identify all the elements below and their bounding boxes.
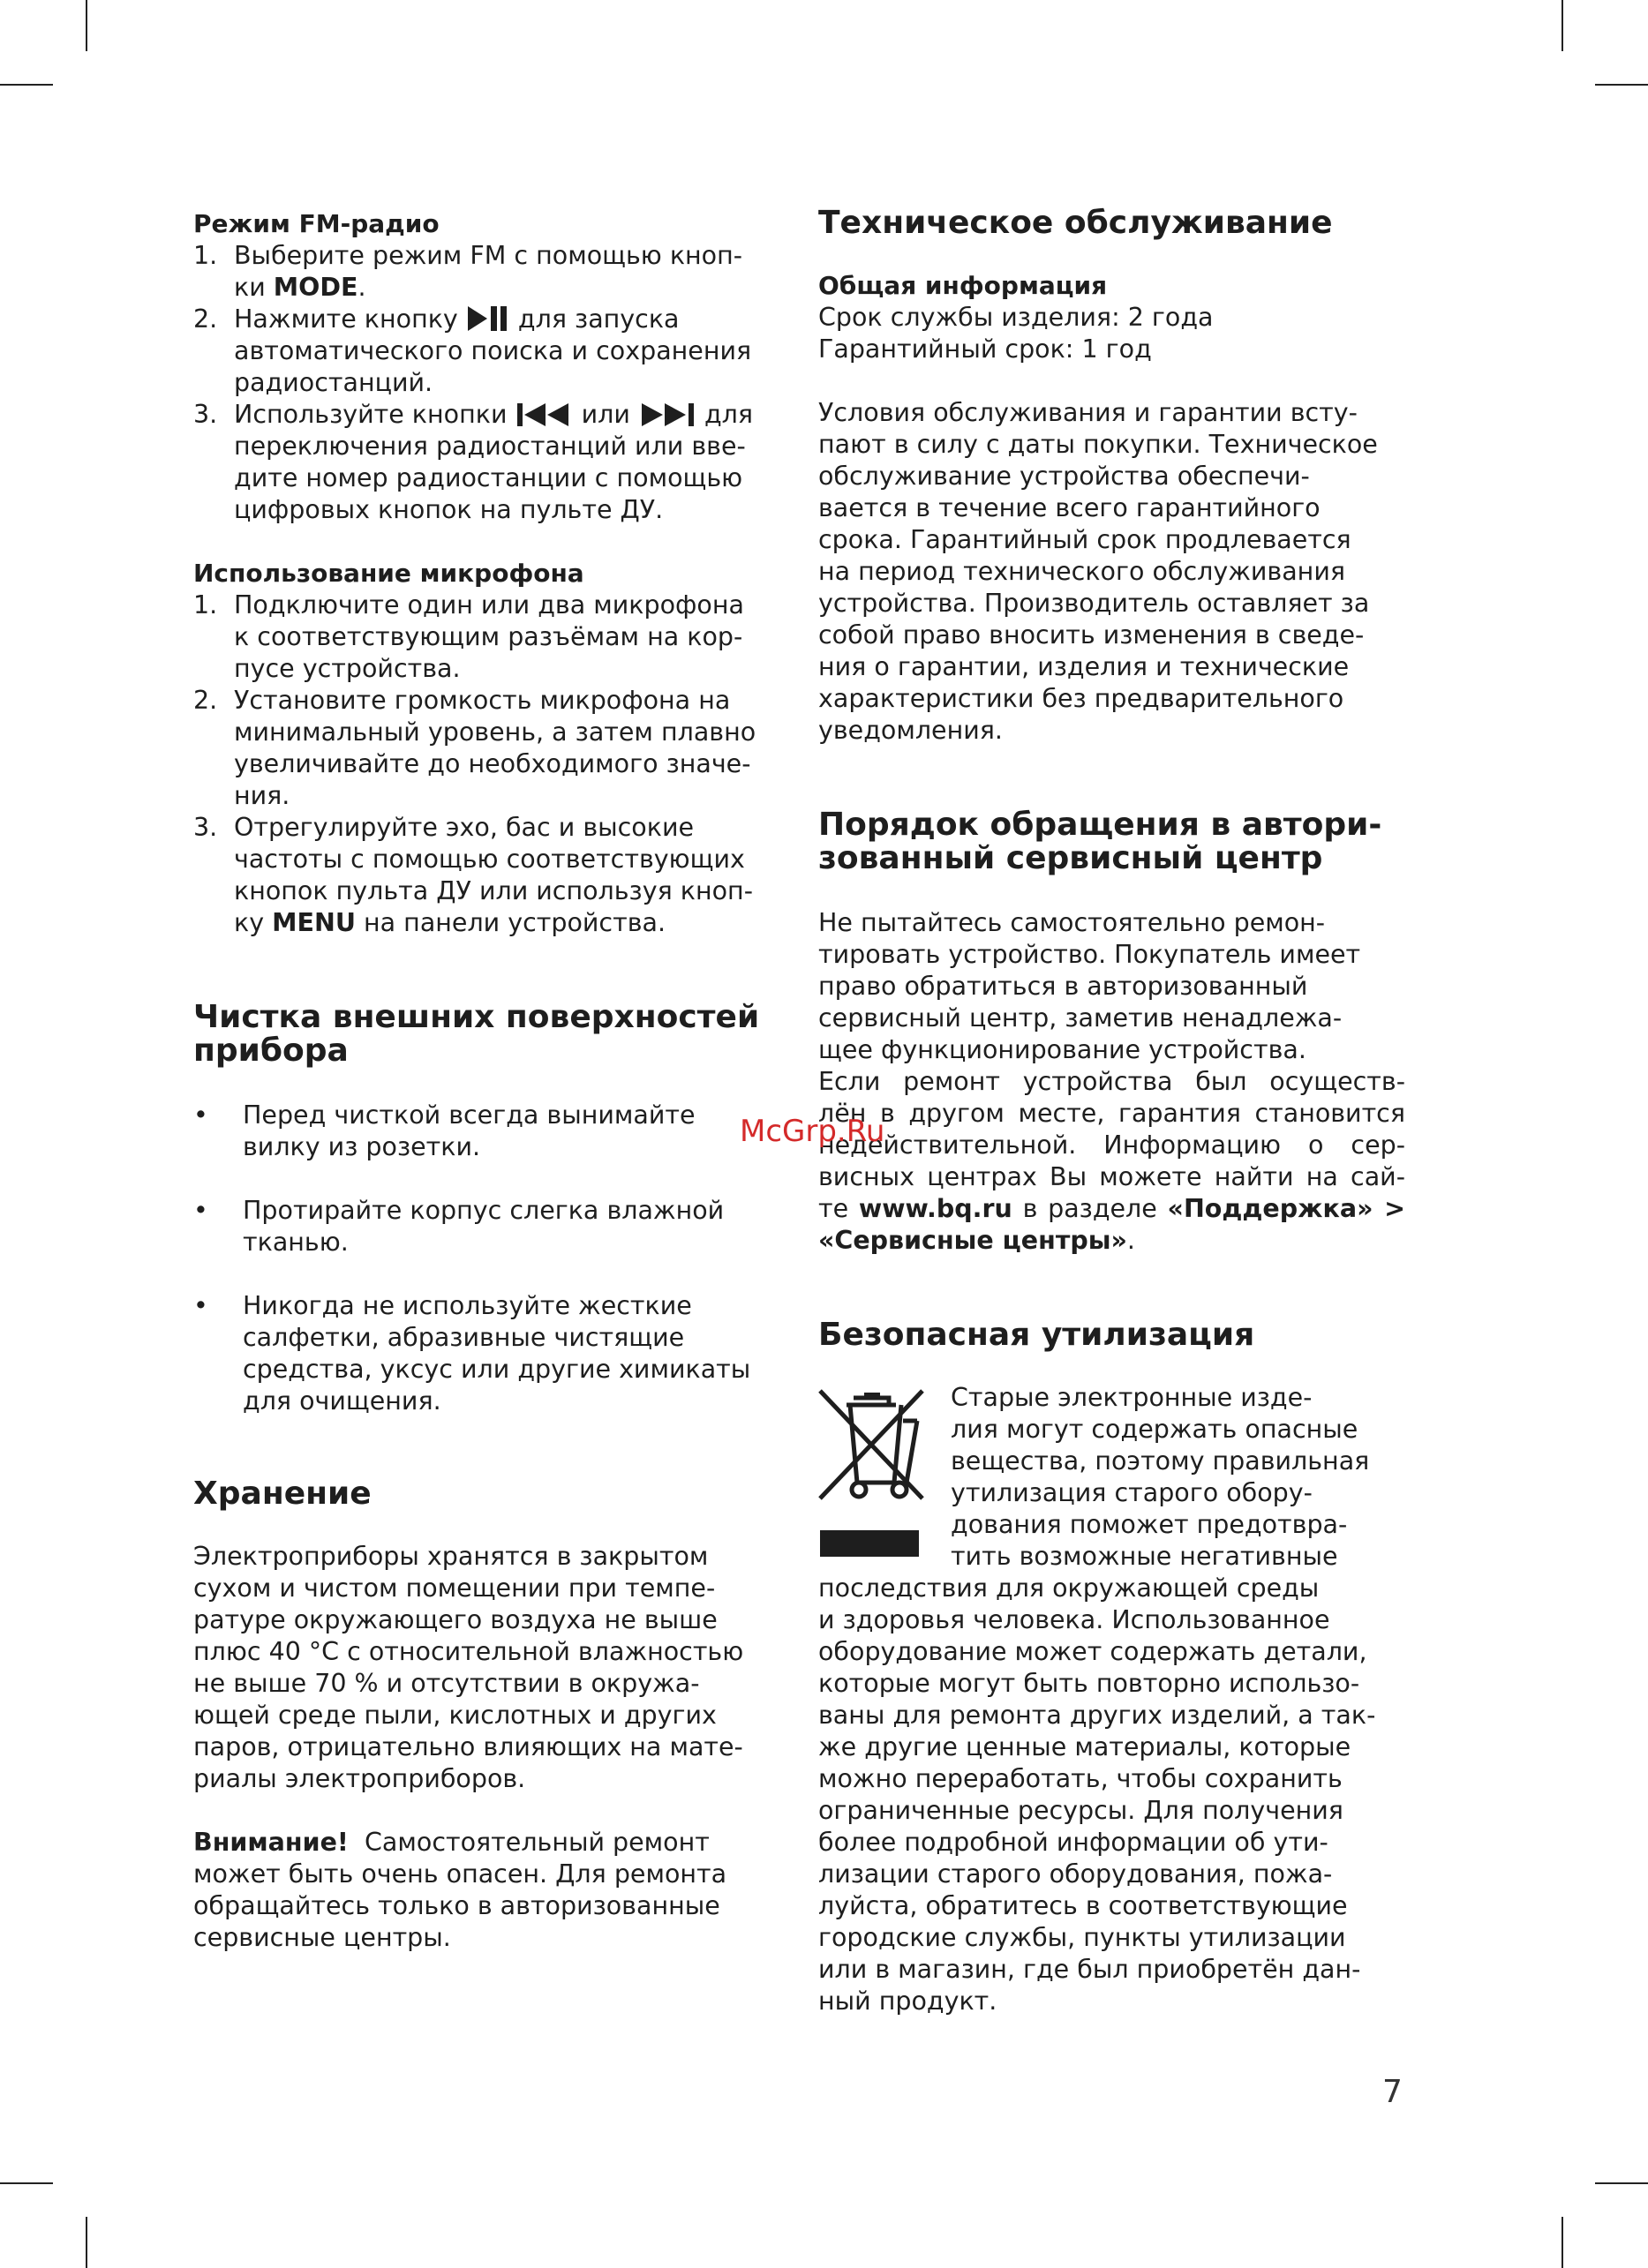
- cleaning-heading: Чистка внешних поверхностей прибора: [193, 999, 760, 1069]
- storage-warning: Внимание! Самостоятельный ремонт может быть очень опасен. Для ремонта обращайтесь только в авторизованные сервисные центры.: [193, 1828, 727, 1952]
- disposal-heading: Безопасная утилизация: [818, 1317, 1255, 1353]
- right-column: [818, 205, 1405, 2017]
- support-link[interactable]: «Поддержка» >: [1167, 1194, 1405, 1223]
- next-track-icon: [638, 402, 696, 428]
- list-item: • Никогда не используйте жесткие салфетки, абразивные чистящие средства, уксус или другие химикаты для очищения.: [193, 1291, 751, 1416]
- storage-heading: Хранение: [193, 1476, 372, 1512]
- crossed-out-wheelie-bin-icon: [818, 1386, 933, 1562]
- service-centers-link[interactable]: «Сервисные центры»: [818, 1226, 1127, 1255]
- crop-mark: [86, 2217, 87, 2268]
- service-text: Не пытайтесь самостоятельно ремон- тировать устройство. Покупатель имеет право обратиться в авторизованный сервисный центр, заметив ненадлежа- щее функционирование устройства.: [818, 908, 1361, 1064]
- disposal-section: Старые электронные изде- лия могут содержать опасные вещества, поэтому правильная утилизация старого обору- дования поможет предотвра- тить возможные негативные последствия для окружающей среды и здоровья человека. Использованное оборудование может содержать детали, которые могут быть повторно использо- ваны для ремонта других изделий, а так- же другие ценные материалы, которые можно переработать, чтобы сохранить ограниченные ресурсы. Для получения более подробной информации об ути- лизации старого оборудования, пожа- луйста, обратитесь в соответствующие городские службы, пункты утилизации или в магазин, где был приобретён дан- ный продукт.: [818, 1383, 1376, 2016]
- crop-mark: [1561, 0, 1563, 51]
- menu-button-label: MENU: [272, 908, 356, 937]
- play-pause-icon: [466, 304, 510, 333]
- crop-mark: [0, 84, 53, 86]
- crop-mark: [86, 0, 87, 51]
- maintenance-heading: Техническое обслуживание: [818, 205, 1333, 241]
- bullet: •: [193, 1196, 208, 1225]
- list-item: 2. Установите громкость микрофона на минимальный уровень, а затем плавно увеличивайте до необходимого значе- ния.: [193, 686, 756, 810]
- bullet: •: [193, 1291, 208, 1320]
- watermark: McGrp.Ru: [740, 1114, 885, 1149]
- bullet: •: [193, 1100, 208, 1130]
- fm-heading: Режим FM-радио: [193, 209, 440, 238]
- list-item: 3. Используйте кнопки или для переключения радиостанций или вве- дите номер радиостанции с помощью цифровых кнопок на пульте ДУ.: [193, 400, 754, 524]
- mic-heading: Использование микрофона: [193, 559, 584, 588]
- page-number: 7: [1382, 2074, 1403, 2110]
- previous-track-icon: [515, 402, 574, 428]
- list-item: • Протирайте корпус слегка влажной тканью.: [193, 1196, 725, 1257]
- storage-text: Электроприборы хранятся в закрытом сухом и чистом помещении при темпе- ратуре окружающего воздуха не выше плюс 40 °С с относительной влажностью не выше 70 % и отсутствии в окружа- ющей среде пыли, кислотных и других паров, отрицательно влияющих на мате- риалы электроприборов.: [193, 1542, 744, 1793]
- general-info-subheading: Общая информация: [818, 271, 1108, 300]
- service-life: Срок службы изделия: 2 года Гарантийный срок: 1 год: [818, 303, 1214, 364]
- website-link[interactable]: www.bq.ru: [858, 1194, 1012, 1223]
- crop-mark: [1595, 84, 1648, 86]
- left-column: [193, 208, 776, 1954]
- crop-mark: [0, 2182, 53, 2184]
- warning-label: Внимание!: [193, 1828, 349, 1857]
- fm-steps: [193, 240, 776, 526]
- list-item: 1. Подключите один или два микрофона к соответствующим разъёмам на кор- пусе устройства.: [193, 590, 744, 683]
- list-item: 1. Выберите режим FM с помощью кноп- ки MODE.: [193, 241, 743, 302]
- cleaning-list: [193, 1100, 776, 1417]
- list-item: 3. Отрегулируйте эхо, бас и высокие частоты с помощью соответствующих кнопок пульта ДУ или используя кноп- ку MENU на панели устройства.: [193, 813, 753, 937]
- mic-steps: [193, 590, 776, 939]
- crop-mark: [1561, 2217, 1563, 2268]
- service-info: Если ремонт устройства был осуществ- лён в другом месте, гарантия становится недействительной. Информацию о сер- висных центрах Вы можете найти на сай- те www.bq.ru в разделе «Поддержка» > «Сервисные центры».: [818, 1067, 1405, 1255]
- mode-button-label: MODE: [273, 273, 358, 302]
- list-item: 2. Нажмите кнопку для запуска автоматического поиска и сохранения радиостанций.: [193, 304, 752, 397]
- service-heading: Порядок обращения в автори- зованный сервисный центр: [818, 807, 1382, 876]
- warranty-text: Условия обслуживания и гарантии всту- пают в силу с даты покупки. Техническое обслуживание устройства обеспечи- вается в течение всего гарантийного срока. Гарантийный срок продлевается на период технического обслуживания устройства. Производитель оставляет за собой право вносить изменения в сведе- ния о гарантии, изделия и технические характеристики без предварительного уведомления.: [818, 398, 1378, 745]
- list-item: • Перед чисткой всегда вынимайте вилку из розетки.: [193, 1100, 696, 1161]
- crop-mark: [1595, 2182, 1648, 2184]
